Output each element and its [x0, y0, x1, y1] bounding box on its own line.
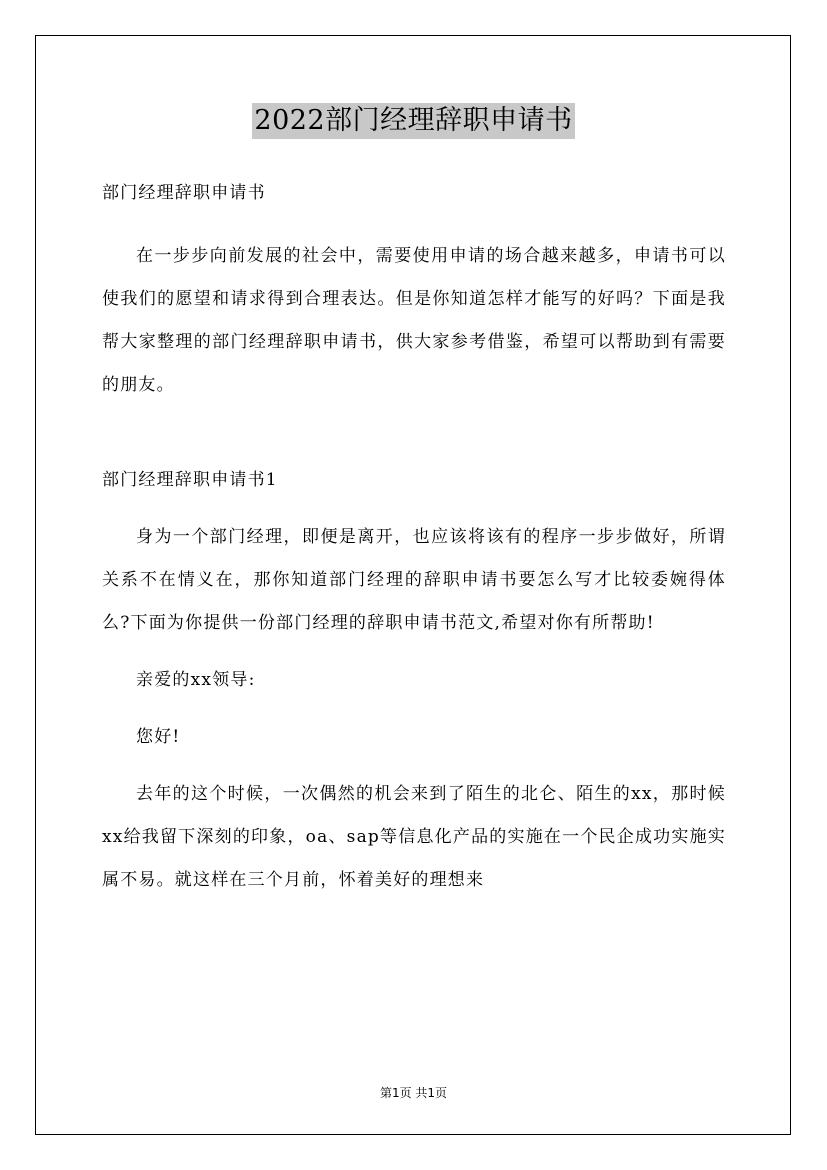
document-body	[102, 172, 726, 902]
intro-paragraph: 在一步步向前发展的社会中，需要使用申请的场合越来越多，申请书可以使我们的愿望和请求得到合理表达。但是你知道怎样才能写的好吗？下面是我帮大家整理的部门经理辞职申请书，供大家参考借鉴，希望可以帮助到有需要的朋友。	[102, 246, 726, 395]
greeting: 您好!	[136, 727, 181, 747]
section-paragraph-2: 去年的这个时候，一次偶然的机会来到了陌生的北仑、陌生的xx，那时候xx给我留下深刻的印象，oa、sap等信息化产品的实施在一个民企成功实施实属不易。就这样在三个月前，怀着美好的理想来	[102, 784, 726, 890]
title-container	[0, 103, 827, 139]
section-heading: 部门经理辞职申请书1	[102, 470, 278, 490]
document-title: 2022部门经理辞职申请书	[252, 103, 574, 139]
page-footer: 第1页 共1页	[379, 1086, 448, 1100]
salutation: 亲爱的xx领导:	[136, 670, 256, 690]
document-subtitle: 部门经理辞职申请书	[102, 183, 266, 203]
section-paragraph-1: 身为一个部门经理，即便是离开，也应该将该有的程序一步步做好，所谓关系不在情义在，那你知道部门经理的辞职申请书要怎么写才比较委婉得体么?下面为你提供一份部门经理的辞职申请书范文,希望对你有所帮助!	[102, 527, 726, 633]
